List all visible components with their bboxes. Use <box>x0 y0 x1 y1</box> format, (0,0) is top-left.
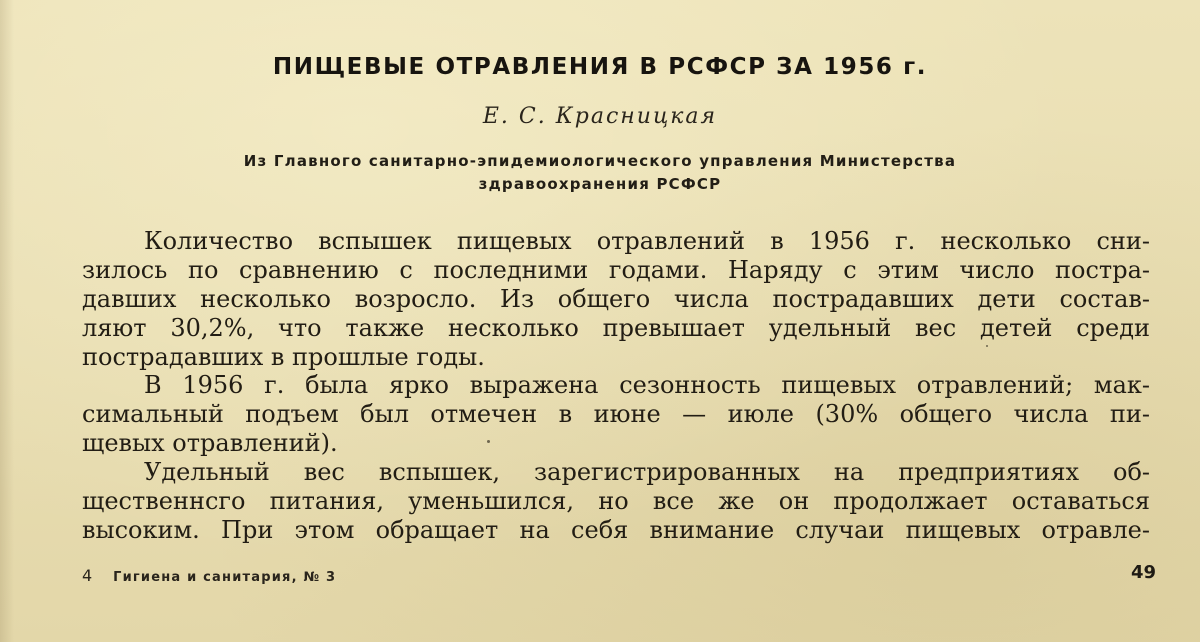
page-edge-shadow <box>0 0 14 642</box>
body-line: ляют 30,2%, что также несколько превышает удельный вес детей среди <box>82 313 1150 342</box>
article-author: Е. С. Красницкая <box>482 104 718 129</box>
body-line: пострадавших в прошлые годы. <box>82 342 485 371</box>
print-speck <box>487 440 490 443</box>
body-line: Удельный вес вспышек, зарегистрированных на предприятиях об- <box>144 458 1150 487</box>
body-line: давших несколько возросло. Из общего числа пострадавших дети состав- <box>82 284 1150 313</box>
affiliation-line: Из Главного санитарно-эпидемиологического управления Министерства <box>243 152 957 170</box>
body-line: Количество вспышек пищевых отравлений в 1956 г. несколько сни- <box>144 227 1150 255</box>
body-line: щевых отравлений). <box>82 429 338 458</box>
body-line: щественнсго питания, уменьшился, но все же он продолжает оставаться <box>82 487 1150 516</box>
journal-name: Гигиена и санитария, № 3 <box>113 570 337 585</box>
running-footer <box>82 566 336 585</box>
signature-mark: 4 <box>82 566 94 585</box>
body-line: зилось по сравнению с последними годами. Наряду с этим число постра- <box>82 255 1150 284</box>
affiliation-line: здравоохранения РСФСР <box>478 175 722 193</box>
page-number: 49 <box>1130 562 1156 583</box>
article-title: ПИЩЕВЫЕ ОТРАВЛЕНИЯ В РСФСР ЗА 1956 г. <box>272 54 928 80</box>
body-line: В 1956 г. была ярко выражена сезонность пищевых отравлений; мак- <box>144 371 1150 400</box>
body-line: симальный подъем был отмечен в июне — июле (30% общего числа пи- <box>82 400 1150 429</box>
body-line: высоким. При этом обращает на себя внимание случаи пищевых отравле- <box>82 515 1150 544</box>
article-body <box>82 227 1150 545</box>
author-affiliation <box>0 150 1200 196</box>
print-speck <box>986 345 988 347</box>
